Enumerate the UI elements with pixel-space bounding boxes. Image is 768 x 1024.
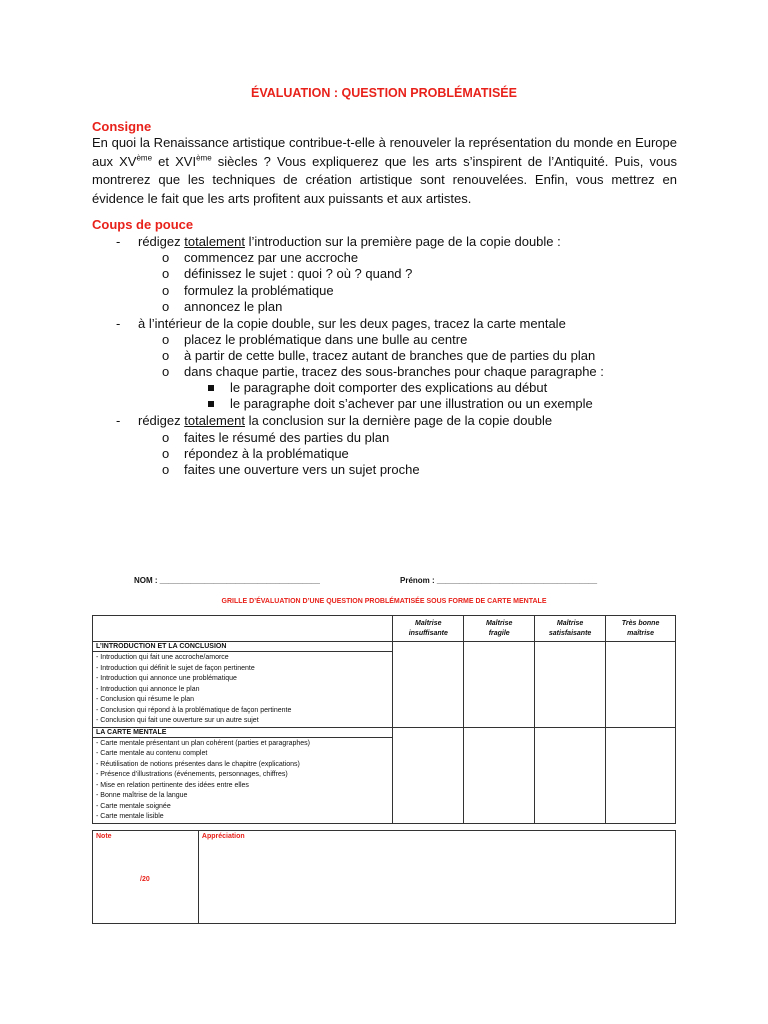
circle-marker: o — [162, 348, 170, 363]
bullet-2: à l’intérieur de la copie double, sur les deux pages, tracez la carte mentale — [138, 316, 566, 331]
sub-item: annoncez le plan — [184, 299, 283, 314]
score-cell[interactable] — [606, 727, 676, 823]
note-cell[interactable] — [93, 831, 199, 924]
criteria-item: - Introduction qui définit le sujet de façon pertinente — [96, 664, 255, 672]
col-header-text: fragile — [488, 629, 510, 637]
circle-marker: o — [162, 462, 170, 477]
col-header-satisfaisante — [535, 616, 606, 642]
sub-item: faites le résumé des parties du plan — [184, 430, 390, 445]
criteria-item: - Conclusion qui résume le plan — [96, 696, 195, 703]
circle-marker: o — [162, 250, 170, 265]
appreciation-cell[interactable] — [198, 831, 675, 924]
circle-marker: o — [162, 283, 170, 298]
bullet-dash-3: - — [116, 413, 121, 428]
appreciation-label: Appréciation — [201, 833, 245, 840]
note-label: Note — [96, 833, 112, 840]
circle-marker: o — [162, 364, 170, 379]
bullet-dash-2: - — [116, 316, 121, 331]
criteria-item: - Réutilisation de notions présentes dans le chapitre (explications) — [96, 760, 300, 768]
col-header-text: Maîtrise — [485, 620, 513, 627]
criteria-item: - Carte mentale présentant un plan cohérent (parties et paragraphes) — [96, 739, 311, 747]
score-cell[interactable] — [393, 642, 464, 728]
col-header-insuffisante — [393, 616, 464, 642]
square-bullet-icon — [208, 401, 214, 407]
bullet-3-post: la conclusion sur la dernière page de la copie double — [244, 413, 553, 428]
sub-item: définissez le sujet : quoi ? où ? quand ? — [184, 266, 413, 281]
score-cell[interactable] — [464, 727, 535, 823]
bullet-1-underline: totalement — [184, 234, 245, 249]
bullet-1 — [138, 234, 561, 250]
col-header-text: maîtrise — [627, 629, 654, 637]
bullet-1-pre: rédigez — [138, 234, 185, 249]
criteria-item: - Conclusion qui répond à la problématique de façon pertinente — [96, 706, 292, 714]
criteria-list-carte — [93, 737, 393, 823]
square-bullet-icon — [208, 385, 214, 391]
sub-item: placez le problématique dans une bulle au centre — [184, 332, 468, 347]
criteria-item: - Carte mentale au contenu complet — [96, 750, 208, 757]
col-header-text: Maîtrise — [556, 620, 584, 627]
col-header-text: insuffisante — [408, 629, 448, 637]
criteria-item: - Conclusion qui fait une ouverture sur un autre sujet — [96, 717, 259, 724]
section-row-intro — [93, 642, 676, 652]
page-title: ÉVALUATION : QUESTION PROBLÉMATISÉE — [251, 86, 517, 100]
col-header-text: Maîtrise — [415, 620, 442, 627]
criteria-item: - Introduction qui annonce une problématique — [96, 675, 237, 682]
evaluation-grid — [92, 615, 676, 824]
criteria-item: - Carte mentale lisible — [96, 813, 164, 820]
consigne-sup-2: ème — [196, 153, 212, 163]
score-cell[interactable] — [535, 642, 606, 728]
grid-header-empty — [93, 616, 393, 642]
col-header-tres-bonne — [606, 616, 676, 642]
criteria-item: - Carte mentale soignée — [96, 802, 171, 810]
circle-marker: o — [162, 446, 170, 461]
score-cell[interactable] — [464, 642, 535, 728]
criteria-item: - Bonne maîtrise de la langue — [96, 792, 188, 799]
consigne-text-2: et XVI — [152, 153, 197, 169]
consigne-text-1: En quoi la Renaissance artistique contribue-t-elle à renouveler la représentation du monde en Europe aux XV — [92, 135, 677, 169]
col-header-fragile — [464, 616, 535, 642]
grid-header-row — [93, 616, 676, 642]
bullet-dash-1: - — [116, 234, 121, 249]
criteria-item: - Introduction qui fait une accroche/amorce — [96, 654, 229, 661]
note-box — [92, 830, 676, 924]
subsub-item: le paragraphe doit s’achever par une illustration ou un exemple — [230, 396, 593, 411]
sub-item: à partir de cette bulle, tracez autant de branches que de parties du plan — [184, 348, 596, 363]
sub-item: formulez la problématique — [184, 283, 334, 298]
score-cell[interactable] — [393, 727, 464, 823]
bullet-3-pre: rédigez — [138, 413, 185, 428]
note-score: /20 — [140, 876, 150, 883]
sub-item: répondez à la problématique — [184, 446, 349, 461]
bullet-3-underline: totalement — [184, 413, 245, 428]
section-title-intro: L’INTRODUCTION ET LA CONCLUSION — [93, 642, 393, 652]
bullet-3 — [138, 413, 552, 429]
coups-heading: Coups de pouce — [92, 217, 194, 232]
criteria-item: - Mise en relation pertinente des idées entre elles — [96, 781, 249, 789]
col-header-text: satisfaisante — [548, 629, 592, 637]
score-cell[interactable] — [606, 642, 676, 728]
score-cell[interactable] — [535, 727, 606, 823]
circle-marker: o — [162, 299, 170, 314]
sub-item: faites une ouverture vers un sujet proche — [184, 462, 420, 477]
bullet-1-post: l’introduction sur la première page de la copie double : — [244, 234, 561, 249]
criteria-list-intro — [93, 652, 393, 728]
consigne-paragraph — [92, 134, 677, 208]
nom-field: NOM : ____________________________________ — [134, 576, 320, 585]
sub-item: commencez par une accroche — [184, 250, 359, 265]
grid-title: GRILLE D’ÉVALUATION D’UNE QUESTION PROBLÉMATISÉE SOUS FORME DE CARTE MENTALE — [221, 598, 547, 605]
circle-marker: o — [162, 332, 170, 347]
subsub-item: le paragraphe doit comporter des explications au début — [230, 380, 548, 395]
section-row-carte — [93, 727, 676, 737]
col-header-text: Très bonne — [621, 620, 660, 627]
consigne-sup-1: ème — [136, 153, 153, 163]
sub-item: dans chaque partie, tracez des sous-branches pour chaque paragraphe : — [184, 364, 604, 379]
criteria-item: - Présence d’illustrations (événements, personnages, chiffres) — [96, 771, 288, 778]
circle-marker: o — [162, 266, 170, 281]
section-title-carte: LA CARTE MENTALE — [93, 727, 393, 737]
criteria-item: - Introduction qui annonce le plan — [96, 685, 200, 693]
consigne-text-3: siècles ? Vous expliquerez que les arts s’inspirent de l’Antiquité. Puis, vous montrerez que les techniques de création artistique sont renouvelées. Enfin, vous mettrez en évidence le fait que les arts profitent aux puissants et aux artistes. — [92, 153, 677, 206]
prenom-field: Prénom : ____________________________________ — [400, 576, 598, 585]
circle-marker: o — [162, 430, 170, 445]
consigne-heading: Consigne — [92, 119, 152, 134]
